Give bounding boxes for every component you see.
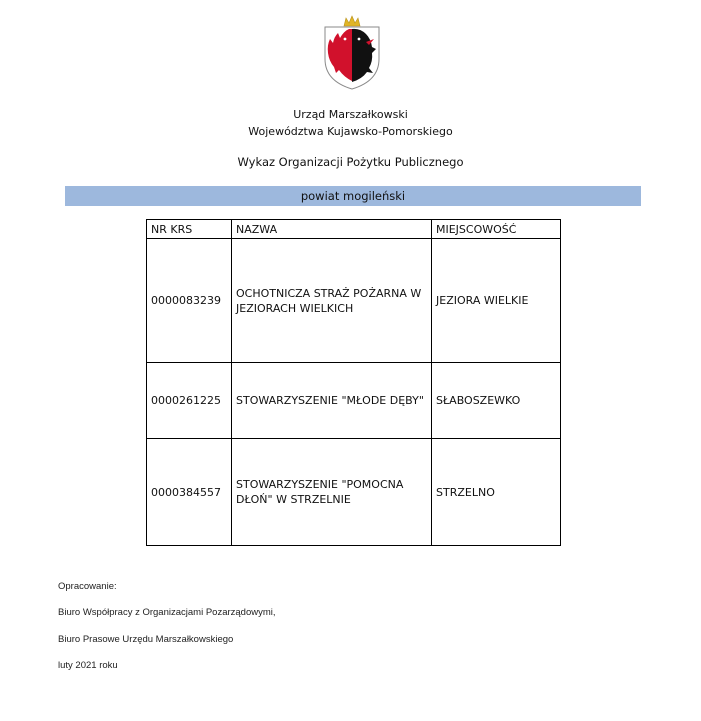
table-row bbox=[147, 439, 561, 546]
cell-krs: 0000083239 bbox=[147, 239, 232, 363]
cell-krs: 0000384557 bbox=[147, 439, 232, 546]
footer-office-1: Biuro Współpracy z Organizacjami Pozarządowymi, bbox=[58, 607, 276, 618]
coat-of-arms-icon bbox=[322, 15, 382, 91]
county-label: powiat mogileński bbox=[300, 189, 406, 203]
office-name-line1: Urząd Marszałkowski bbox=[293, 108, 408, 121]
table-header-row bbox=[147, 220, 561, 239]
cell-place: JEZIORA WIELKIE bbox=[432, 239, 561, 363]
column-header-place: MIEJSCOWOŚĆ bbox=[432, 220, 561, 239]
office-name-line2: Województwa Kujawsko-Pomorskiego bbox=[248, 125, 453, 138]
cell-name: STOWARZYSZENIE "POMOCNA DŁOŃ" W STRZELNIE bbox=[232, 439, 432, 546]
cell-place: STRZELNO bbox=[432, 439, 561, 546]
column-header-krs: NR KRS bbox=[147, 220, 232, 239]
cell-krs: 0000261225 bbox=[147, 363, 232, 439]
organizations-table bbox=[146, 219, 561, 546]
document-title: Wykaz Organizacji Pożytku Publicznego bbox=[237, 155, 464, 169]
table-row bbox=[147, 363, 561, 439]
cell-name: STOWARZYSZENIE "MŁODE DĘBY" bbox=[232, 363, 432, 439]
table-row bbox=[147, 239, 561, 363]
footer-office-2: Biuro Prasowe Urzędu Marszałkowskiego bbox=[58, 634, 234, 645]
column-header-name: NAZWA bbox=[232, 220, 432, 239]
cell-place: SŁABOSZEWKO bbox=[432, 363, 561, 439]
footer-date: luty 2021 roku bbox=[58, 660, 118, 671]
cell-name: OCHOTNICZA STRAŻ POŻARNA W JEZIORACH WIELKICH bbox=[232, 239, 432, 363]
footer-prepared-by: Opracowanie: bbox=[58, 581, 117, 592]
county-band bbox=[65, 186, 641, 206]
